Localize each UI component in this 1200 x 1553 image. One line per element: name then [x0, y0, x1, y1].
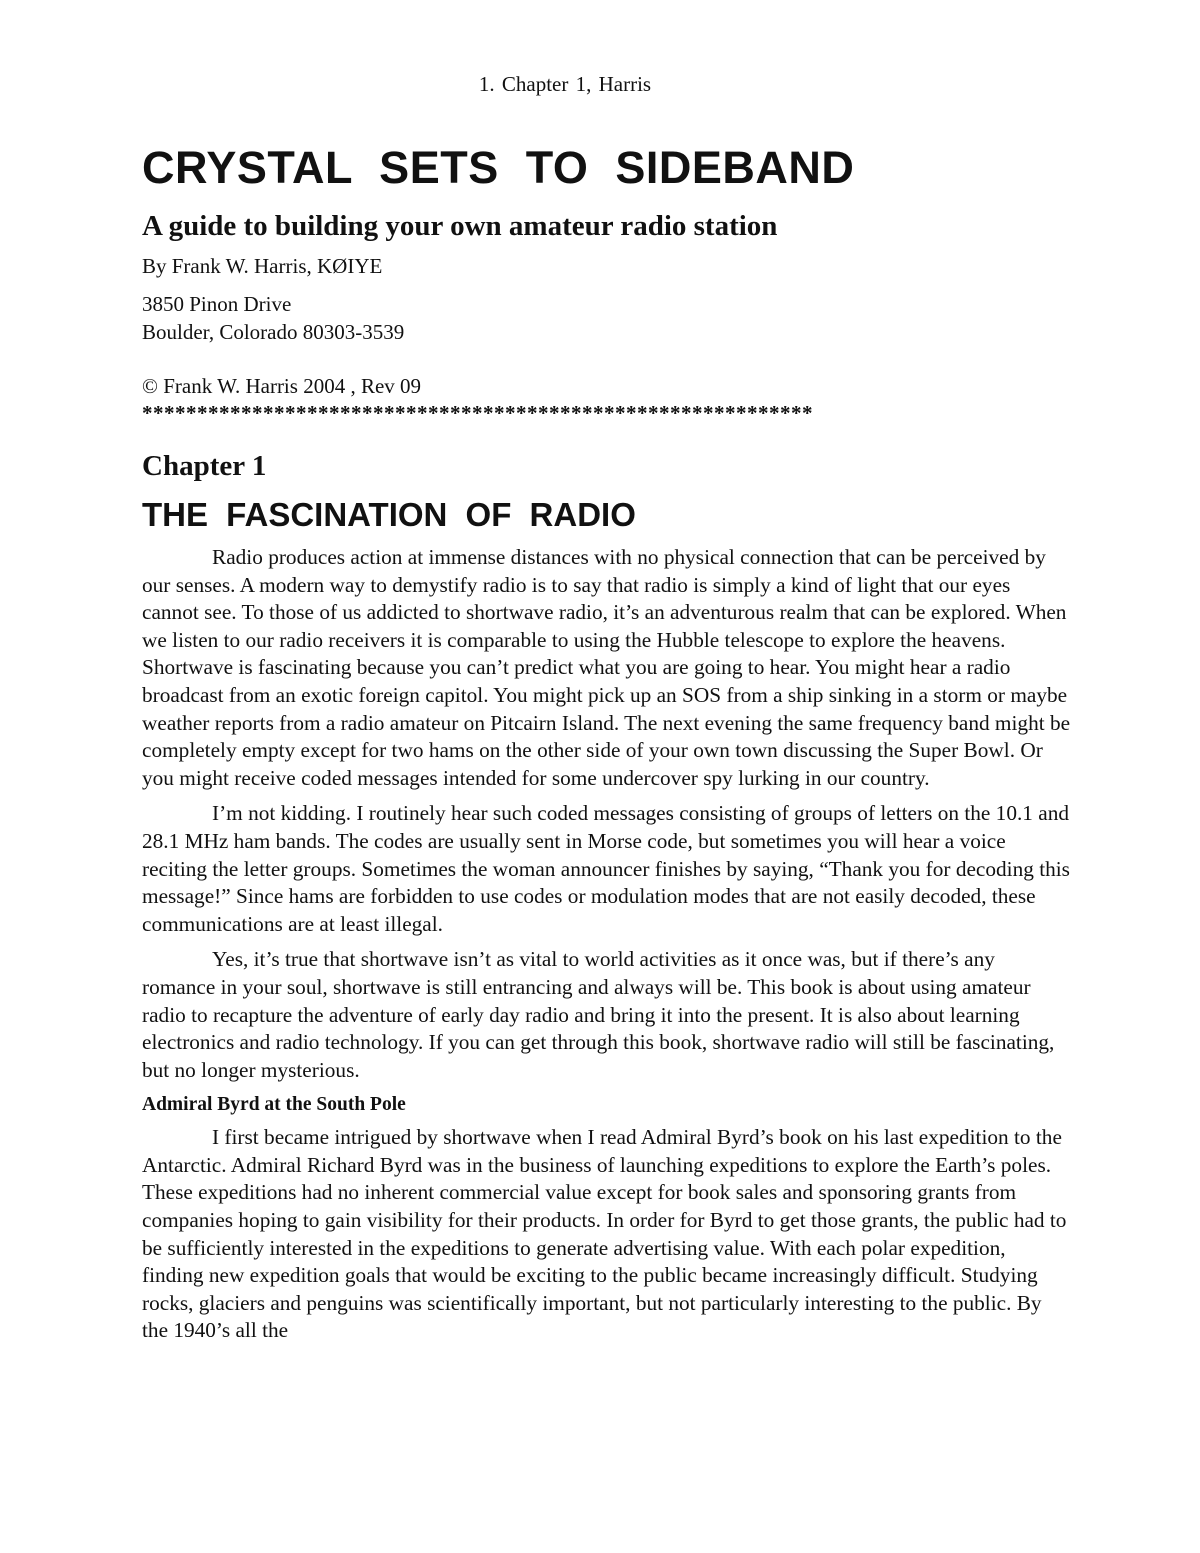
paragraph: Radio produces action at immense distances with no physical connection that can be perceived by our senses. A modern way to demystify radio is to say that radio is simply a kind of light that our eyes cannot see. To those of us addicted to shortwave radio, it’s an adventurous realm that can be explored. When we listen to our radio receivers it is comparable to using the Hubble telescope to explore the heavens. Shortwave is fascinating because you can’t predict what you are going to hear. You might hear a radio broadcast from an exotic foreign capitol. You might pick up an SOS from a ship sinking in a storm or maybe weather reports from a radio amateur on Pitcairn Island. The next evening the same frequency band might be completely empty except for two hams on the other side of your own town discussing the Super Bowl. Or you might receive coded messages intended for some undercover spy lurking in our country.: [142, 545, 1071, 790]
paragraph: I’m not kidding. I routinely hear such coded messages consisting of groups of letters on the 10.1 and 28.1 MHz ham bands. The codes are usually sent in Morse code, but sometimes you will hear a voice reciting the letter groups. Sometimes the woman announcer finishes by saying, “Thank you for decoding this message!” Since hams are forbidden to use codes or modulation modes that are not easily decoded, these communications are at least illegal.: [142, 801, 1070, 936]
paragraph: Yes, it’s true that shortwave isn’t as vital to world activities as it once was, but if there’s any romance in your soul, shortwave is still entrancing and always will be. This book is about using amateur radio to recapture the adventure of early day radio and bring it into the present. It is also about learning electronics and radio technology. If you can get through this book, shortwave radio will still be fascinating, but no longer mysterious.: [142, 947, 1055, 1082]
chapter-title: THE FASCINATION OF RADIO: [142, 496, 636, 533]
address-city: Boulder, Colorado 80303-3539: [142, 320, 405, 344]
address-street: 3850 Pinon Drive: [142, 292, 292, 316]
byline: By Frank W. Harris, KØIYE: [142, 254, 383, 278]
running-header: 1. Chapter 1, Harris: [478, 72, 652, 96]
copyright-notice: © Frank W. Harris 2004 , Rev 09: [142, 374, 422, 398]
author-address: [142, 290, 1072, 346]
book-title: CRYSTAL SETS TO SIDEBAND: [142, 142, 855, 193]
page-content: [142, 140, 1072, 1353]
chapter-body: [142, 544, 1072, 1345]
paragraph: I first became intrigued by shortwave when I read Admiral Byrd’s book on his last expedition to the Antarctic. Admiral Richard Byrd was in the business of launching expeditions to explore the Earth’s poles. These expeditions had no inherent commercial value except for book sales and sponsoring grants from companies hoping to gain visibility for their products. In order for Byrd to get those grants, the public had to be sufficiently interested in the expeditions to generate advertising value. With each polar expedition, finding new expedition goals that would be exciting to the public became increasingly difficult. Studying rocks, glaciers and penguins was scientifically important, but not particularly interesting to the public. By the 1940’s all the: [142, 1125, 1067, 1343]
chapter-label: Chapter 1: [142, 450, 267, 482]
section-heading: Admiral Byrd at the South Pole: [142, 1094, 406, 1116]
separator-line: *************************************************************: [142, 401, 813, 425]
book-subtitle: A guide to building your own amateur radio station: [142, 210, 778, 242]
